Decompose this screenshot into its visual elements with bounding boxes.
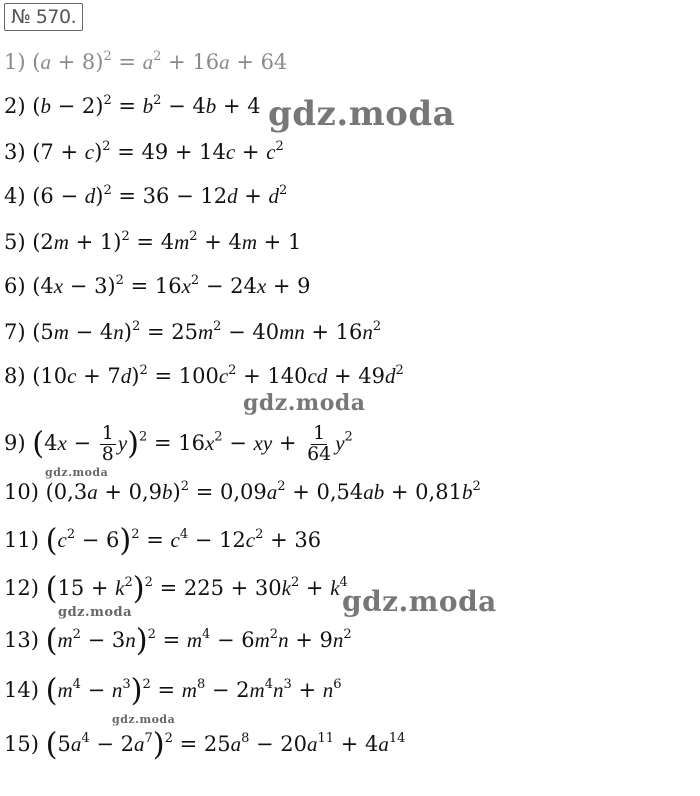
equation-index: 2)	[4, 94, 26, 118]
watermark-small: gdz.moda	[112, 713, 176, 726]
equation-index: 13)	[4, 628, 39, 652]
equation-index: 12)	[4, 576, 39, 600]
watermark-large: gdz.moda	[268, 94, 456, 134]
equation-15: 15) $(5a^4 - 2a^7)^2 = 25a^8 - 20a^{11} + 4a^{14}$	[4, 727, 406, 763]
fraction-one-sixtyfourth: $\frac{1}{64}$	[307, 422, 332, 465]
equation-index: 7)	[4, 320, 26, 344]
equation-index: 11)	[4, 528, 39, 552]
equation-12: 12) $(15 + k^2)^2 = 225 + 30k^2 + k^4$	[4, 571, 348, 607]
equation-3: 3) $(7 + c)^2 = 49 + 14c + c^2$	[4, 138, 284, 164]
equation-index: 6)	[4, 274, 26, 298]
equation-2: 2) $(b - 2)^2 = b^2 - 4b + 4$	[4, 92, 261, 118]
equation-8: 8) $(10c + 7d)^2 = 100c^2 + 140cd + 49d^2$	[4, 362, 404, 388]
equation-10: 10) $(0,3a + 0,9b)^2 = 0,09a^2 + 0,54ab + 0,81b^2$	[4, 478, 481, 504]
fraction-one-eighth: $\frac{1}{8}$	[101, 422, 114, 465]
equation-index: 4)	[4, 184, 26, 208]
equation-11: 11) $(c^2 - 6)^2 = c^4 - 12c^2 + 36$	[4, 523, 322, 559]
equation-index: 8)	[4, 364, 26, 388]
equation-index: 5)	[4, 230, 26, 254]
equation-index: 1)	[4, 50, 26, 74]
equation-1: 1) $(a + 8)^2 = a^2 + 16a + 64$	[4, 48, 288, 74]
equation-index: 3)	[4, 140, 26, 164]
equation-index: 9)	[4, 430, 26, 455]
equation-13: 13) $(m^2 - 3n)^2 = m^4 - 6m^2n + 9n^2$	[4, 623, 352, 659]
equation-9: 9) (4x − $\frac{1}{8}$ $y)^2 = 16x^2$ − xy + $\frac{1}{64}$ $y^2$	[4, 422, 353, 465]
equation-index: 10)	[4, 480, 39, 504]
equation-index: 15)	[4, 732, 39, 756]
watermark-medium: gdz.moda	[243, 390, 366, 416]
equation-6: 6) $(4x - 3)^2 = 16x^2 - 24x + 9$	[4, 272, 311, 298]
equation-5: 5) $(2m + 1)^2 = 4m^2 + 4m + 1$	[4, 228, 302, 254]
equation-index: 14)	[4, 678, 39, 702]
equation-4: 4) $(6 - d)^2 = 36 - 12d + d^2$	[4, 182, 288, 208]
equation-14: 14) $(m^4 - n^3)^2 = m^8 - 2m^4n^3 + n^6$	[4, 673, 342, 709]
watermark-small: gdz.moda	[58, 605, 133, 620]
equation-7: 7) $(5m - 4n)^2 = 25m^2 - 40mn + 16n^2$	[4, 318, 382, 344]
watermark-medium: gdz.moda	[342, 585, 497, 618]
problem-number-badge: № 570.	[4, 3, 83, 31]
watermark-small: gdz.moda	[45, 466, 109, 479]
